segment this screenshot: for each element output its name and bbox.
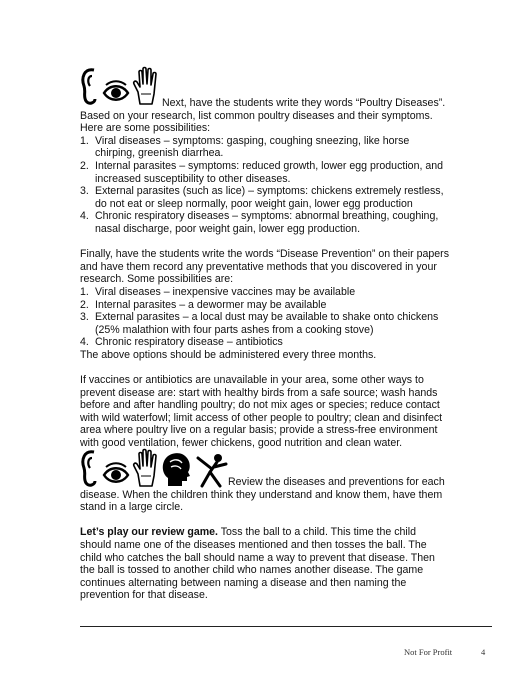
disease-list [80,135,450,236]
footer-label: Not For Profit [404,647,453,657]
page-number: 4 [481,647,486,657]
review-instructions: Review the diseases and preventions for each disease. When the children think they understand and know them, have them stand in a large circle. [80,476,445,514]
list-item: 1. Viral diseases – inexpensive vaccines may be available [80,285,356,298]
review-game-heading: Let’s play our review game. [80,526,218,539]
list-item: 1. Viral diseases – symptoms: gasping, coughing sneezing, like horse chirping, greenish diarrhea. [80,134,410,160]
footer-divider [80,626,492,627]
review-game-instructions: Let’s play our review game. Toss the ball to a child. This time the child should name one of the diseases mentioned and then tosses the ball. The child who catches the ball should name a way to prevent that disease. Then the ball is tossed to another child who names another disease. The game continues alternating between naming a disease and then naming the prevention for that disease. [80,526,435,602]
section-poultry-diseases [80,97,450,450]
list-item: 4. Chronic respiratory diseases – symptoms: abnormal breathing, coughing, nasal discharge, poor weight gain, lower egg production. [80,210,439,235]
prevention-list [80,286,450,349]
list-item: 2. Internal parasites – symptoms: reduced growth, lower egg production, and increased susceptibility to other diseases. [80,159,444,185]
disease-prevention-intro: Finally, have the students write the words “Disease Prevention” on their papers and have them record any preventative methods that you discovered in your research. Some possibilities are: [80,248,450,286]
list-item: 3. External parasites (such as lice) – symptoms: chickens extremely restless, do not eat or sleep normally, poor weight gain, lower egg production [80,185,444,210]
list-item: 2. Internal parasites – a dewormer may be available [80,298,327,311]
list-item: 4. Chronic respiratory disease – antibiotics [80,336,283,349]
poultry-diseases-intro: Next, have the students write they words “Poultry Diseases”. Based on your research, list common poultry diseases and their symptoms. Here are some possibilities: [80,97,446,135]
administration-note: The above options should be administered every three months. [80,348,377,361]
section-review [80,476,450,602]
list-item: 3. External parasites – a local dust may be available to shake onto chickens (25% malathion with four parts ashes from a cooking stove) [80,311,439,336]
other-prevention-methods: If vaccines or antibiotics are unavailable in your area, some other ways to prevent disease are: start with healthy birds from a safe source; wash hands before and after handling poultry; do not mix ages or species; reduce contact with wild waterfowl; limit access of other people to poultry; clean and disinfect area where poultry live on a regular basis; provide a stress-free environment with good ventilation, fewer chickens, good nutrition and clean water. [80,374,443,450]
